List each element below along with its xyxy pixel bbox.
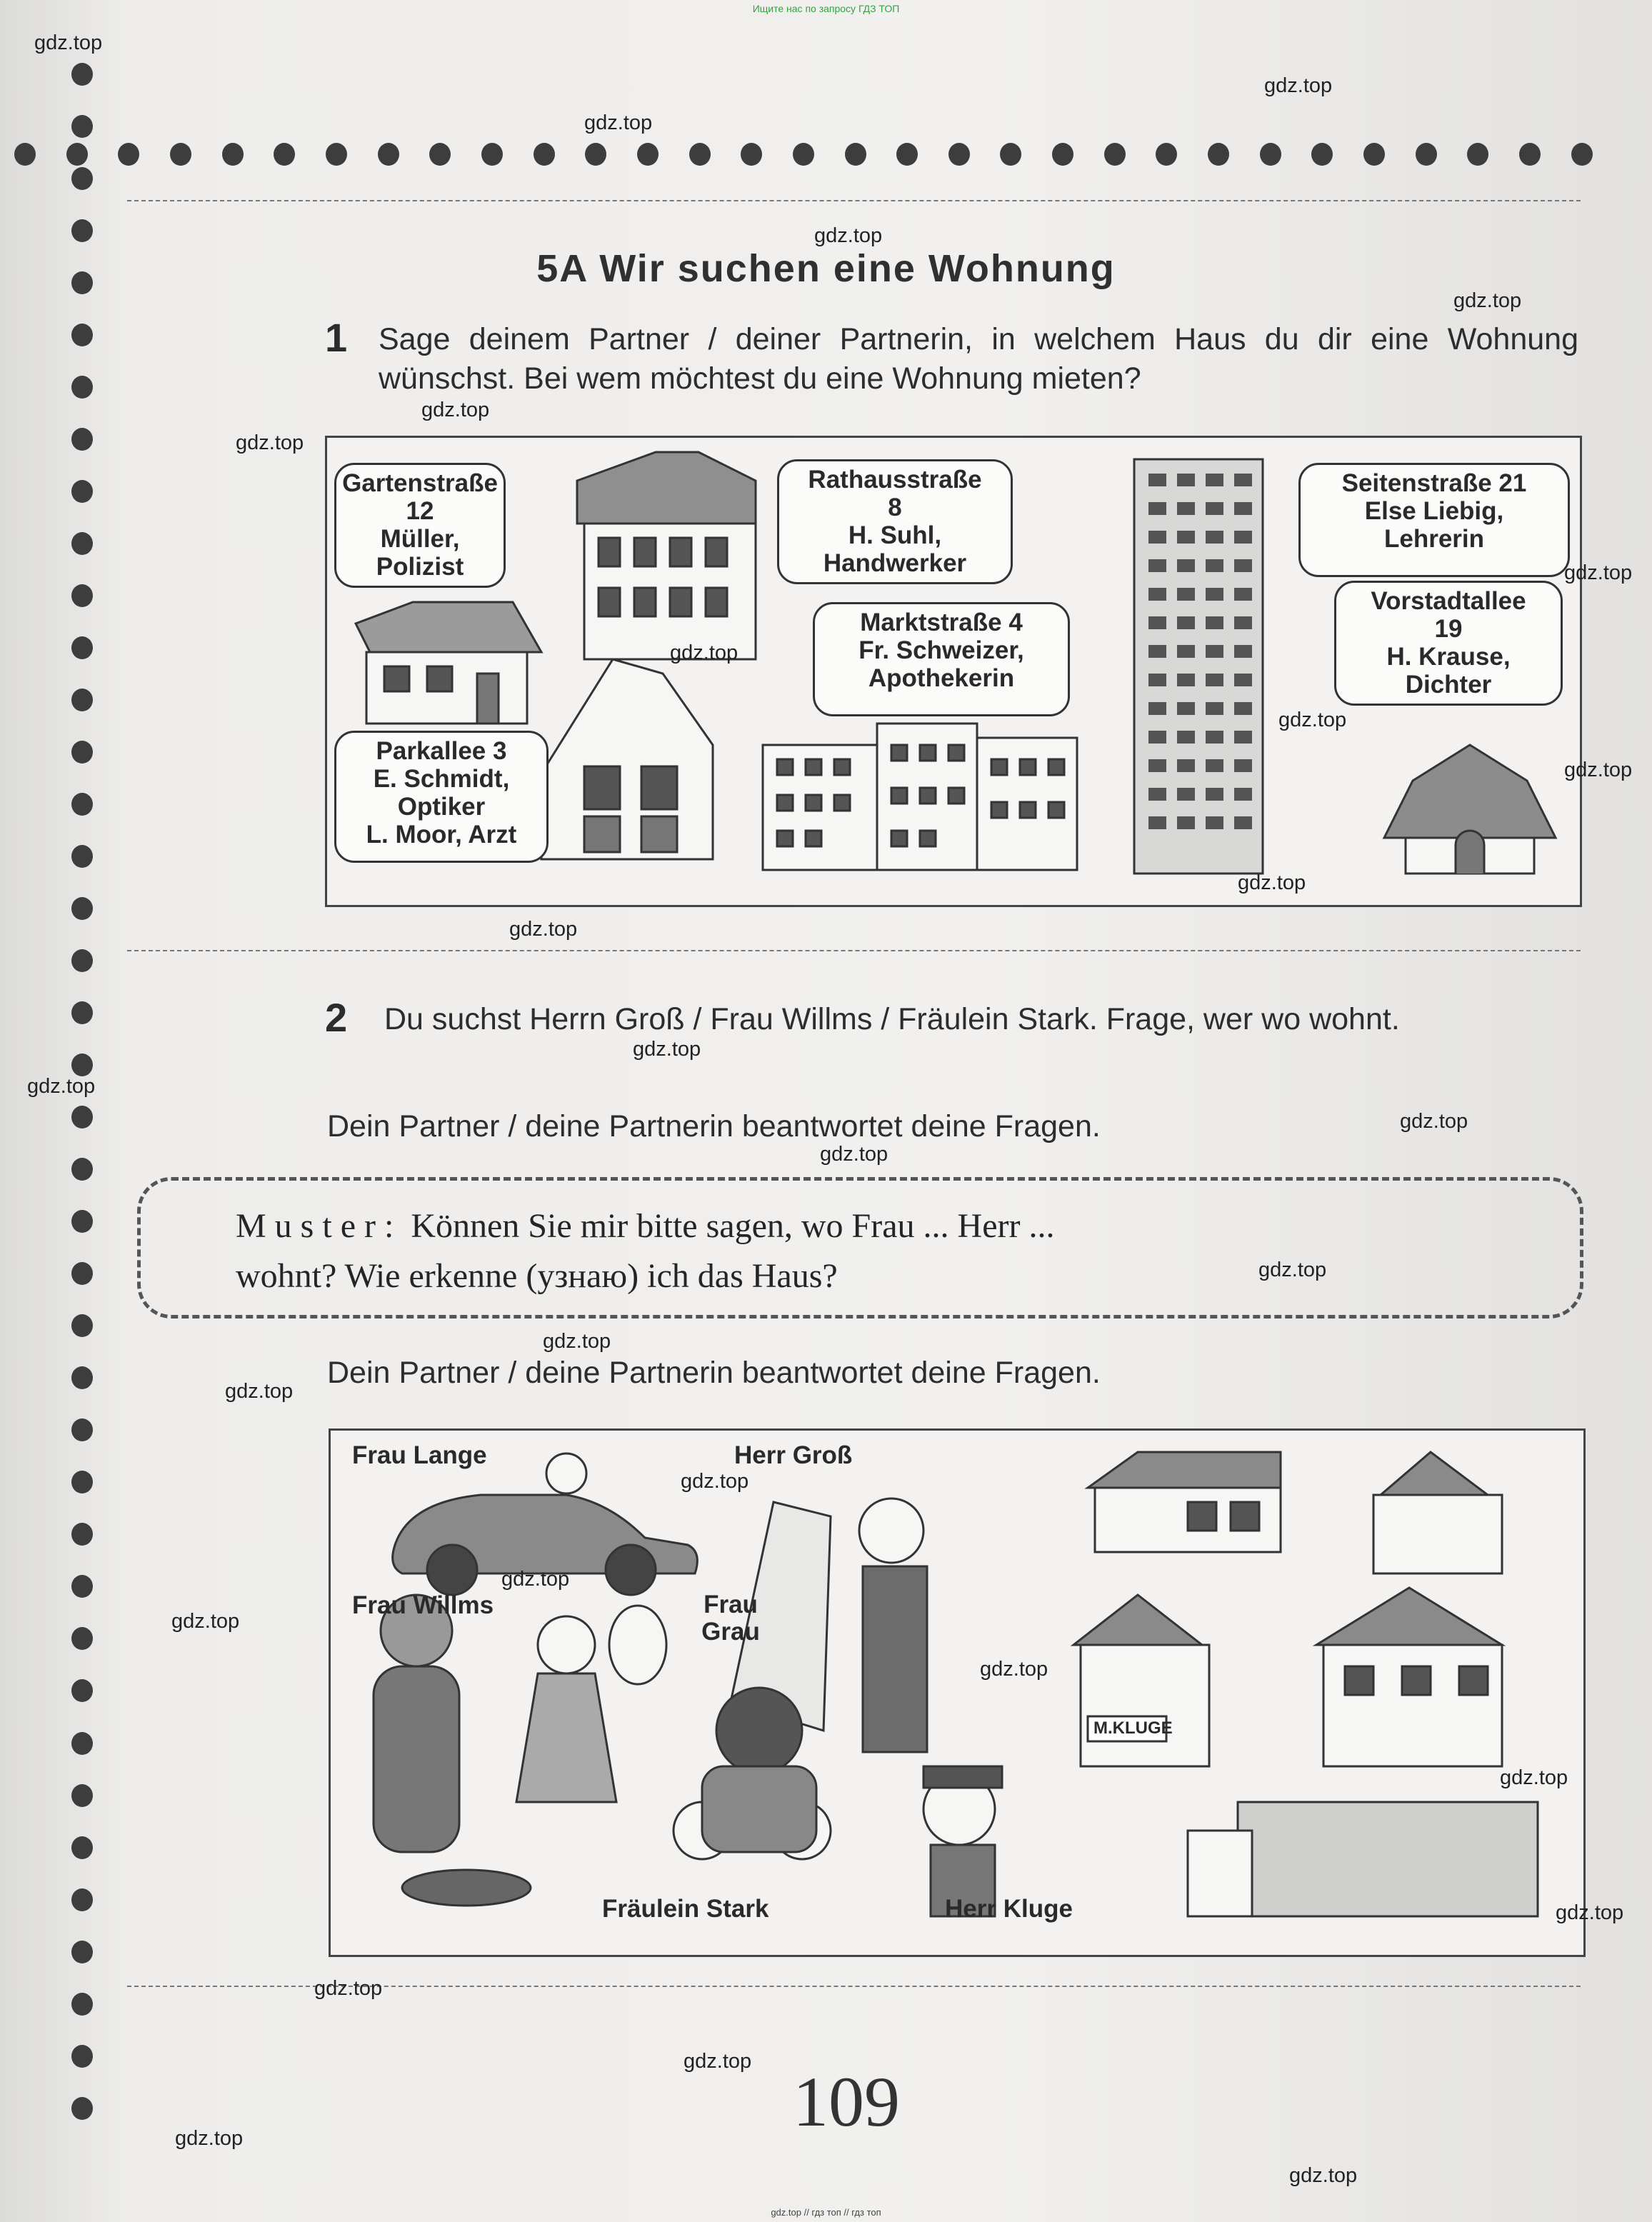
- label-frau-grau: Frau Grau: [701, 1591, 760, 1646]
- people-illustration: [329, 1428, 1586, 1957]
- people-drawing: [331, 1431, 1586, 1957]
- muster-line-2: wohnt? Wie erkenne (узнаю) ich das Haus?: [236, 1257, 838, 1295]
- watermark: gdz.top: [236, 431, 304, 454]
- muster-label: Muster:: [236, 1207, 403, 1245]
- watermark: gdz.top: [34, 31, 103, 54]
- label-frau-willms: Frau Willms: [352, 1591, 494, 1619]
- task-1-number: 1: [325, 315, 348, 360]
- houses-illustration: [325, 436, 1582, 907]
- watermark: gdz.top: [1264, 74, 1333, 97]
- label-herr-kluge: Herr Kluge: [945, 1895, 1073, 1923]
- bubble-parkallee: Parkallee 3 E. Schmidt, Optiker L. Moor, Arzt: [334, 731, 549, 863]
- watermark: gdz.top: [1400, 1110, 1468, 1133]
- watermark: gdz.top: [421, 399, 490, 421]
- page-number: 109: [793, 2062, 900, 2141]
- label-herr-gross: Herr Groß: [734, 1441, 853, 1469]
- task-1-text: Sage deinem Partner / deiner Partnerin, in welchem Haus du dir eine Wohnung wünschst. Bei wem möchtest du eine Wohnung mieten?: [379, 322, 1578, 396]
- section-title: 5A Wir suchen eine Wohnung: [536, 247, 1116, 290]
- binding-holes-top: [0, 143, 1593, 174]
- watermark: gdz.top: [1453, 289, 1522, 312]
- label-fraeulein-stark: Fräulein Stark: [602, 1895, 769, 1923]
- divider-top: [127, 200, 1581, 201]
- watermark: gdz.top: [1564, 561, 1633, 584]
- watermark: gdz.top: [670, 641, 739, 664]
- partner-line-2: Dein Partner / deine Partnerin beantwortet deine Fragen.: [327, 1356, 1101, 1390]
- watermark: gdz.top: [175, 2127, 244, 2150]
- watermark: gdz.top: [1278, 709, 1347, 731]
- watermark: gdz.top: [225, 1380, 294, 1403]
- bubble-marktstrasse: Marktstraße 4 Fr. Schweizer, Apothekerin: [813, 602, 1070, 716]
- task-2-text: Du suchst Herrn Groß / Frau Willms / Fräulein Stark. Frage, wer wo wohnt.: [384, 1002, 1400, 1036]
- watermark: gdz.top: [820, 1143, 888, 1166]
- muster-line-1: Können Sie mir bitte sagen, wo Frau ... Herr ...: [411, 1207, 1055, 1245]
- watermark: gdz.top: [1258, 1258, 1327, 1281]
- label-frau-lange: Frau Lange: [352, 1441, 487, 1469]
- watermark: gdz.top: [1238, 871, 1306, 894]
- watermark: gdz.top: [1289, 2164, 1358, 2187]
- watermark: gdz.top: [314, 1977, 383, 2000]
- bubble-vorstadtallee: Vorstadtallee 19 H. Krause, Dichter: [1334, 581, 1563, 706]
- watermark: gdz.top: [27, 1075, 96, 1098]
- watermark: gdz.top: [1556, 1901, 1624, 1924]
- watermark: gdz.top: [814, 224, 883, 247]
- watermark: gdz.top: [1564, 759, 1633, 781]
- bubble-gartenstrasse: Gartenstraße 12 Müller, Polizist: [334, 463, 506, 588]
- task-2-number: 2: [325, 995, 348, 1040]
- task-2-partner-line: Dein Partner / deine Partnerin beantwortet deine Fragen.: [327, 1109, 1101, 1143]
- watermark: gdz.top: [543, 1330, 611, 1353]
- watermark: gdz.top: [501, 1568, 570, 1591]
- watermark: gdz.top: [980, 1658, 1048, 1681]
- watermark: gdz.top: [1500, 1766, 1568, 1789]
- watermark: gdz.top: [684, 2050, 752, 2073]
- watermark: gdz.top: [584, 111, 653, 134]
- footer-note: gdz.top // гдз топ // гдз топ: [771, 2207, 881, 2218]
- watermark: gdz.top: [171, 1610, 240, 1633]
- shop-sign: M.KLUGE: [1093, 1718, 1173, 1738]
- watermark: gdz.top: [509, 918, 578, 941]
- header-note: Ищите нас по запросу ГДЗ ТОП: [752, 3, 900, 14]
- bubble-rathausstrasse: Rathausstraße 8 H. Suhl, Handwerker: [777, 459, 1013, 584]
- watermark: gdz.top: [633, 1038, 701, 1061]
- divider-middle: [127, 950, 1581, 951]
- bubble-seitenstrasse: Seitenstraße 21 Else Liebig, Lehrerin: [1298, 463, 1570, 577]
- muster-text: [236, 1201, 1450, 1301]
- watermark: gdz.top: [681, 1470, 749, 1493]
